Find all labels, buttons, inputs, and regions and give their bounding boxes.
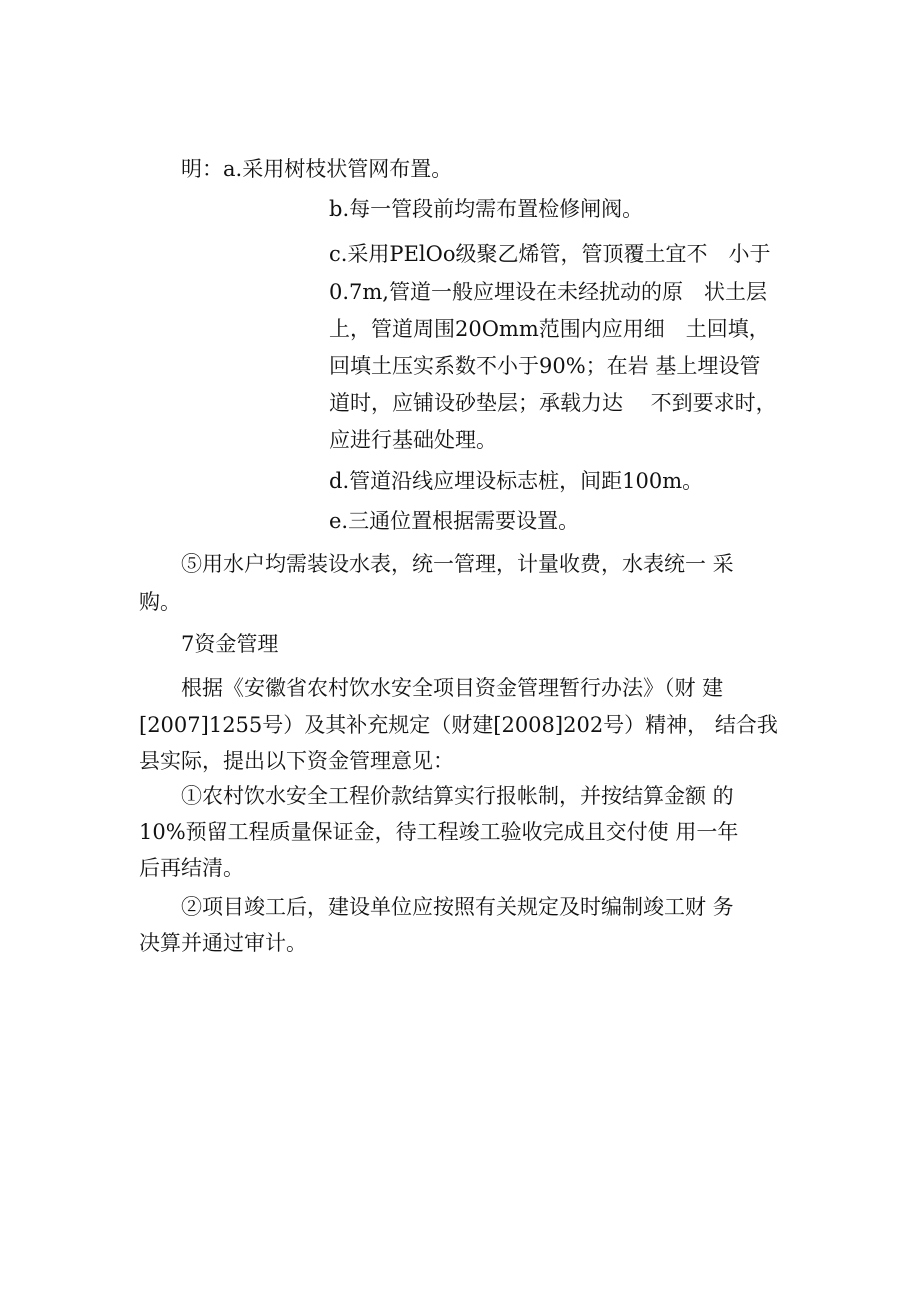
item1-line-2: 10%预留工程质量保证金，待工程竣工验收完成且交付使 用一年 (139, 820, 739, 844)
item-c-line-2: 0.7m,管道一般应埋设在未经扰动的原 状土层 (329, 280, 767, 304)
item-d: d.管道沿线应埋设标志桩，间距100m。 (329, 469, 704, 493)
pipe-network-intro: 明：a.采用树枝状管网布置。 (181, 157, 453, 181)
item-b: b.每一管段前均需布置检修闸阀。 (329, 197, 644, 221)
item-c-line-6: 应进行基础处理。 (329, 428, 497, 452)
basis-line-1: 根据《安徽省农村饮水安全项目资金管理暂行办法》（财 建 (181, 676, 724, 700)
item-c-line-4: 回填土压实系数不小于90%；在岩 基上埋设管 (329, 354, 761, 378)
basis-line-3: 县实际，提出以下资金管理意见： (139, 749, 454, 773)
para5-line-1: ⑤用水户均需装设水表，统一管理，计量收费，水表统一 采 (181, 552, 734, 576)
item-c-line-1: c.采用PElOo级聚乙烯管，管顶覆土宜不 小于 (329, 242, 771, 266)
item1-line-3: 后再结清。 (139, 856, 244, 880)
para5-line-2: 购。 (139, 590, 181, 614)
item-c-line-5: 道时，应铺设砂垫层；承载力达 不到要求时， (329, 391, 777, 415)
item-c-line-3: 上，管道周围20Omm范围内应用细 土回填， (329, 317, 770, 341)
item2-line-1: ②项目竣工后，建设单位应按照有关规定及时编制竣工财 务 (181, 895, 734, 919)
item-e: e.三通位置根据需要设置。 (329, 509, 580, 533)
item1-line-1: ①农村饮水安全工程价款结算实行报帐制，并按结算金额 的 (181, 784, 734, 808)
basis-line-2: [2007]1255号）及其补充规定（财建[2008]202号）精神， 结合我 (139, 713, 778, 737)
item2-line-2: 决算并通过审计。 (139, 931, 307, 955)
section-heading: 7资金管理 (181, 632, 279, 656)
